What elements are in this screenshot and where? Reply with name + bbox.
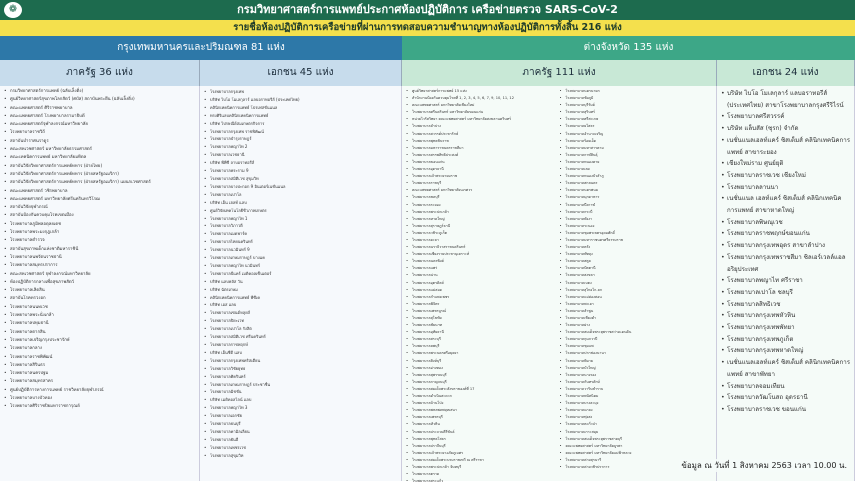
list-item: • โรงพยาบาลวิชัยยุทธ [204,365,398,373]
list-item: • โรงพยาบาลนครพิงค์ [406,258,560,265]
list-item: • โรงพยาบาลค่ายสุรนารี [560,457,714,464]
list-item: • โรงพยาบาลพญาไท 3 [204,404,398,412]
list-item: • โรงพยาบาลบัวใหญ่ [560,365,714,372]
list-item: • บริษัท ไบโอ โมเลกุลาร์ แลบอราทอรีส์ (ประเทศไทย) สาขาโรงพยาบาลกรุงศรีริไรน์ [721,88,851,111]
list-item: • โรงพยาบาลเมดพาร์ค [204,230,398,238]
list-item: • โรงพยาบาลปัตตานี [560,265,714,272]
list-item: • โรงพยาบาลชุมแพ [560,343,714,350]
list-item: • โรงพยาบาลชุมพรเขตรอุดมศักดิ์ [560,230,714,237]
list-item: • โรงพยาบาลกรุงเทพคริสเตียน [204,357,398,365]
list-item: • โรงพยาบาลเปาโล ชลบุรี [721,287,851,299]
list-item: • โรงพยาบาลพุทธโสธร [406,436,560,443]
list-item: • โรงพยาบาลเซนต์หลุยส์ [204,309,398,317]
list-item: • โรงพยาบาลกาญจนบุรี [406,379,560,386]
list-item: • โรงพยาบาลพระนั่งเกล้า [4,312,196,320]
list-item: • โรงพยาบาลระยอง [406,202,560,209]
list-item: • ศูนย์วิทยาศาสตร์การแพทย์ 15 แห่ง [406,88,560,95]
list-item: • โรงพยาบาลเลิดสิน [4,287,196,295]
list-item: • โรงพยาบาลร้อยเอ็ด [560,138,714,145]
list-item: • โรงพยาบาลศิริราชปิยมหาราชการุณย์ [4,403,196,411]
list-item: • บริษัท พีพีซี ลาบอราทอรีส์ [204,159,398,167]
list-item: • โรงพยาบาลสมเด็จพระบรมราชเทวี ณ ศรีราชา [406,457,560,464]
list-item: • โรงพยาบาลกระบี่ [560,209,714,216]
list-item: • เชียงใหม่ราม ศูนย์ยุติ [721,158,851,170]
list-item: • โรงพยาบาลฝาง [560,322,714,329]
list-item: • โรงพยาบาลบางปะกอก 9 อินเตอร์เนชั่นแนล [204,183,398,191]
list-item: • โรงพยาบาลวารินชำราบ [560,386,714,393]
list-item: • โรงพยาบาลราชวิถี [4,129,196,137]
list-item: • โรงพยาบาลปากช่องนานา [560,350,714,357]
list-item: • โรงพยาบาลแม่ฮ่องสอน [560,294,714,301]
list-item: • โรงพยาบาลพญาไท นวมินทร์ [204,262,398,270]
bkk-private-list [204,88,398,460]
list-item: • โรงพยาบาลนครพนม [560,187,714,194]
list-item: • โรงพยาบาลเบตง [560,280,714,287]
list-item: • โรงพยาบาลนนทเวช [4,304,196,312]
list-item: • บริษัท ไบโอ โมเลกุลาร์ แลบอราทอรีส์ (ประเทศไทย) [204,96,398,104]
sector-prov-private-header: เอกชน 24 แห่ง [717,60,855,86]
list-item: • โรงพยาบาลสมิติเวช สุขุมวิท [204,175,398,183]
list-item: • คณะแพทยศาสตร์ โรงพยาบาลรามาธิบดี [4,113,196,121]
list-item: • โรงพยาบาลกรุงเทพ [204,88,398,96]
list-item: • โรงพยาบาลราชพฤกษ์ขอนแก่น [721,228,851,240]
list-item: • โรงพยาบาลสุรินทร์ [560,109,714,116]
list-item: • โรงพยาบาลเพชรบุรี [406,414,560,421]
list-item: • โรงพยาบาลราชเวช เชียงใหม่ [721,170,851,182]
list-item: • หน่วยไวรัสวิทยา คณะแพทยศาสตร์ มหาวิทยาลัยสงขลานครินทร์ [406,116,560,123]
list-item: • โรงพยาบาลชลบุรี [406,194,560,201]
list-item: • โรงพยาบาลลำปาง [406,123,560,130]
prov-gov-list-left [406,88,560,485]
list-item: • โรงพยาบาลสวรรค์ประชารักษ์ [406,131,560,138]
list-item: • โรงพยาบาลศรีนครินทร์ มหาวิทยาลัยขอนแก่น [406,109,560,116]
list-item: • โรงพยาบาลยันฮี [204,436,398,444]
list-item: • ศูนย์วิจัยเทคโนโลยีชีวภาพเกษตร [204,207,398,215]
list-item: • โรงพยาบาลจอมเทียน [721,381,851,393]
list-item: • โรงพยาบาลลพบุรี [406,343,560,350]
list-item: • โรงพยาบาลกุมภวาปี [560,336,714,343]
list-item: • โรงพยาบาลวชิระภูเก็ต [406,230,560,237]
list-item: • โรงพยาบาลพิจิตร [406,301,560,308]
list-item: • โรงพยาบาลสุพรรณบุรี [406,372,560,379]
sector-prov-gov-header: ภาครัฐ 111 แห่ง [402,60,717,86]
list-item: • โรงพยาบาลบางบัวทอง [4,395,196,403]
list-item: • โรงพยาบาลศรีสะเกษ [560,116,714,123]
bkk-gov-list [4,88,196,412]
list-item: • โรงพยาบาลสมิติเวช ศรีนครินทร์ [204,333,398,341]
list-item: • คณะแพทยศาสตร์ มหาวิทยาลัยแม่ฟ้าหลวง [560,450,714,457]
list-item: • โรงพยาบาลหนองบัวลำภู [560,173,714,180]
update-timestamp: ข้อมูล ณ วันที่ 1 สิงหาคม 2563 เวลา 10.00 น. [681,461,847,470]
list-item: • โรงพยาบาลขอนแก่น [406,159,560,166]
list-item: • กรมวิทยาศาสตร์การแพทย์ (ฉลับเล็งดิ่ง) [4,88,196,96]
list-item: • โรงพยาบาลเจ้าพระยาอภัยภูเบศร [406,450,560,457]
list-item: • โรงพยาบาลสมเด็จพระยุพราชสว่างแดนดิน [560,329,714,336]
list-item: • โรงพยาบาลเพชรเวช [204,444,398,452]
list-item: • โรงพยาบาลสิทธิเวช [721,299,851,311]
list-item: • บริษัท เอ็นซีดี แลบ [204,349,398,357]
list-item: • โรงพยาบาลอำนาจเจริญ [560,131,714,138]
list-item: • บริษัท เอส แลบ [204,301,398,309]
list-item: • โรงพยาบาลสมเด็จพระสังฆราชองค์ที่ 17 [406,386,560,393]
list-item: • โรงพยาบาลชัยนาท [406,322,560,329]
list-item: • โรงพยาบาลกรุงเทพอุดร สาขาลำปาง [721,240,851,252]
list-item: • สถาบันสุขภาพเด็กแห่งชาติมหาราชินี [4,246,196,254]
list-item: • โรงพยาบาลยะลา [406,237,560,244]
list-item: • โรงพยาบาลเปาโล รังสิต [204,325,398,333]
list-item: • โรงพยาบาลกรุงเทพพัทยา [721,322,851,334]
sector-bkk-private-header: เอกชน 45 แห่ง [200,60,402,86]
list-item: • โรงพยาบาลบำรุงราษฎร์ [204,135,398,143]
list-item: • โรงพยาบาลอุตรดิตถ์ [406,280,560,287]
region-bangkok-header: กรุงเทพมหานครและปริมณฑล 81 แห่ง [0,36,402,60]
list-item: • โรงพยาบาลเวชธานี [204,151,398,159]
list-item: • คลินิกเทคนิคการแพทย์ โปรเฟสชั่นแนล [204,104,398,112]
list-item: • คณะแพทยศาสตร์ ศิริราชพยาบาล [4,105,196,113]
list-item: • โรงพยาบาลกลาง [4,345,196,353]
list-item: • โรงพยาบาลสุขุมวิท [204,452,398,460]
list-item: • โรงพยาบาลเกษมราษฎร์ ประชาชื่น [204,381,398,389]
list-item: • โรงพยาบาลค่ายวชิรปราการ [560,464,714,471]
list-item: • สถาบันวิจัยวิทยาศาสตร์การแพทย์ทหาร (ฝ่ายสหรัฐอเมริกา) แผนกเวชศาสตร์ [4,179,196,187]
list-item: • บริษัท ฉัตรเกษม [204,286,398,294]
list-item: • บริษัท เมดิคอลไลน์ แลบ [204,396,398,404]
list-item: • ศูนย์วิทยาศาสตร์สุขภาพโลกสัตว์ (ศบัส) สถาบันพระยึน (ฉลับเล็งดิ่ง) [4,96,196,104]
list-item: • โรงพยาบาลปิยะเวท [204,317,398,325]
list-item: • โรงพยาบาลราชบุรี [406,180,560,187]
list-item: • โรงพยาบาลบึงกาฬ [560,202,714,209]
bkk-private-column [200,86,402,481]
list-item: • โรงพยาบาลแกลง [560,407,714,414]
list-item: • โรงพยาบาลสุโขทัย [406,315,560,322]
list-item: • บริษัท แลบพลัส วัน [204,278,398,286]
list-item: • โรงพยาบาลแม่สอด [406,287,560,294]
list-item: • โรงพยาบาลอ่างทอง [406,365,560,372]
list-item: • โรงพยาบาลพังงา [560,216,714,223]
list-item: • โรงพยาบาลกรุงเทพราชสีมา ซิลเอร์เวลล์แอล อริยุประเทศ [721,252,851,275]
list-item: • โรงพยาบาลบุรีรัมย์ [560,102,714,109]
list-item: • โรงพยาบาลคามิลเลียน [204,428,398,436]
list-item: • โรงพยาบาลลำพูน [560,308,714,315]
list-item: • คลินิกเทคนิคการแพทย์ พีซีเค [204,294,398,302]
list-item: • โรงพยาบาลปทุมธานี [4,320,196,328]
sector-bkk-gov-header: ภาครัฐ 36 แห่ง [0,60,200,86]
list-item: • โรงพยาบาลตรัง [560,244,714,251]
list-item: • คณะแพทยศาสตร์ มหาวิทยาลัยเชียงใหม่ [406,102,560,109]
list-item: • โรงพยาบาลราชพฤกษ์ [204,341,398,349]
list-item: • โรงพยาบาลหัวหิน [406,421,560,428]
list-item: • โรงพยาบาลหนองคาย [560,159,714,166]
list-item: • โรงพยาบาลนพรัตนราชธานี [4,254,196,262]
list-item: • โรงพยาบาลพระมงกุฎเกล้า [4,229,196,237]
list-item: • โรงพยาบาลทุ่งสง [560,414,714,421]
list-item: • คณะแพทยศาสตร์ มหาวิทยาลัยนเรศวร [406,187,560,194]
list-item: • โรงพยาบาลพญาไท 1 [204,215,398,223]
list-item: • คณะแพทยศาสตร์ วชิรพยาบาล [4,188,196,196]
bkk-gov-column [0,86,200,481]
list-item: • โรงพยาบาลพะเยา [560,301,714,308]
list-item: • โรงพยาบาลสกลนคร [560,180,714,187]
prov-private-list [721,88,851,416]
list-item: • โรงพยาบาลนครปฐม [4,370,196,378]
list-item: • โรงพยาบาลสิงห์บุรี [406,358,560,365]
list-item: • โรงพยาบาลพิมาย [560,358,714,365]
list-item: • โรงพยาบาลระนอง [560,223,714,230]
list-item: • โรงพยาบาลบ้านโป่ง [406,400,560,407]
list-item: • โรงพยาบาลกรุงเทพหาดใหญ่ [721,345,851,357]
list-item: • โรงพยาบาลพระราม 9 [204,167,398,175]
list-item: • ทรงศิริแลบคลินิกเทคนิคการแพทย์ [204,112,398,120]
list-item: • โรงพยาบาลตากสิน [4,329,196,337]
list-item: • โรงพยาบาลพัทลุง [560,251,714,258]
list-item: • โรงพยาบาลเลย [560,166,714,173]
list-item: • โรงพยาบาลตะกั่วป่า [560,421,714,428]
list-item: • โรงพยาบาลพระปกเกล้า จันทบุรี [406,464,560,471]
prov-gov-list-right [560,88,714,471]
list-item: • โรงพยาบาลกำแพงเพชร [406,294,560,301]
list-item: • โรงพยาบาลสงขลา [560,272,714,279]
list-item: • โรงพยาบาลวัฒโนสถ อุดรธานี [721,392,851,404]
list-item: • โรงพยาบาลบางละมุง [560,400,714,407]
list-item: • เนชั่นแนล เฮลท์แคร์ ซิสเต็มส์ คลินิกเทคนิคการแพทย์ สาขาหาดใหญ่ [721,193,851,216]
list-item: • โรงพยาบาลลานนา [721,182,851,194]
list-item: • ห้องปฏิบัติการกลางเพื่อสุขภาพสัตว์ [4,279,196,287]
list-item: • โรงพยาบาลเอกชัย [204,412,398,420]
list-item: • โรงพยาบาลอุดรธานี [406,166,560,173]
list-item: • โรงพยาบาลไทยนครินทร์ [204,238,398,246]
list-item: • โรงพยาบาลภูมิพลอดุลยเดช [4,221,196,229]
list-item: • โรงพยาบาลชัยภูมิ [560,95,714,102]
list-item: • สถาบันวิจัยวิทยาศาสตร์การแพทย์ทหาร (ฝ่ายสหรัฐอเมริกา) [4,171,196,179]
list-item: • โรงพยาบาลเจริญกรุงประชารักษ์ [4,337,196,345]
prov-private-column [717,86,855,481]
list-item: • โรงพยาบาลยโสธร [560,123,714,130]
list-item: • โรงพยาบาลเจ้าพระยายมราช [406,173,560,180]
list-item: • โรงพยาบาลสิรินธร [4,362,196,370]
list-item: • โรงพยาบาลดำเนินสะดวก [406,393,560,400]
list-item: • โรงพยาบาลสุราษฎร์ธานี [406,223,560,230]
list-item: • โรงพยาบาลสระบุรี [406,336,560,343]
list-item: • โรงพยาบาลเกาะสมุย [560,429,714,436]
list-item: • โรงพยาบาลวิภาวดี [204,222,398,230]
list-item: • โรงพยาบาลศิครินทร์ [204,373,398,381]
list-item: • โรงพยาบาลราชพิพัฒน์ [4,354,196,362]
list-item: • โรงพยาบาลสระแก้ว [406,478,560,485]
list-item: • คณะแพทยศาสตร์ มหาวิทยาลัยศรีนครินทรวิโรฒ [4,196,196,204]
list-item: • โรงพยาบาลน่าน [406,272,560,279]
list-item: • โรงพยาบาลมหาราชนครศรีธรรมราช [560,237,714,244]
list-item: • โรงพยาบาลเปาโล [204,191,398,199]
list-item: • โรงพยาบาลประจวบคีรีขันธ์ [406,429,560,436]
list-item: • โรงพยาบาลพิษณุเวช [721,217,851,229]
page-subtitle: รายชื่อห้องปฏิบัติการเครือข่ายที่ผ่านการทดสอบความชำนาญทางห้องปฏิบัติการทั้งสิ้น 216 แห่ง [0,20,855,36]
list-item: • โรงพยาบาลราชเวช ขอนแก่น [721,404,851,416]
list-item: • โรงพยาบาลกรุงเทพภูเก็ต [721,334,851,346]
list-item: • โรงพยาบาลพระปกเกล้า [406,209,560,216]
list-item: • สถาบันวิจัยจุฬาภรณ์ [4,204,196,212]
list-item: • โรงพยาบาลตราด [406,471,560,478]
list-item: • โรงพยาบาลสมุทรสาคร [4,378,196,386]
region-provinces-header: ต่างจังหวัด 135 แห่ง [402,36,855,60]
list-item: • โรงพยาบาลพระนครศรีอยุธยา [406,350,560,357]
prov-gov-column [402,86,717,484]
list-item: • โรงพยาบาลกรุงเทพหัวหิน [721,310,851,322]
list-item: • โรงพยาบาลมหาสารคาม [560,145,714,152]
list-item: • โรงพยาบาลพุทธชินราช [406,138,560,145]
list-item: • โรงพยาบาลบีแคร์ เมดิคอลเซ็นเตอร์ [204,270,398,278]
list-item: • บริษัท เอ็น เฮลท์ แลบ [204,199,398,207]
list-item: • สถาบันโรคทรวงอก [4,295,196,303]
page-title: กรมวิทยาศาสตร์การแพทย์ประกาศห้องปฏิบัติการ เครือข่ายตรวจ SARS-CoV-2 [237,3,618,16]
list-item: • โรงพยาบาลมหาราชนครราชสีมา [406,145,560,152]
list-item: • โรงพยาบาลสมเด็จพระยุพราชสายบุรี [560,436,714,443]
list-item: • โรงพยาบาลตำรวจ [4,237,196,245]
list-item: • โรงพยาบาลนราธิวาสราชนครินทร์ [406,244,560,251]
list-item: • บริษัท แล็บสัส (ซุรก) จำกัด [721,123,851,135]
list-item: • โรงพยาบาลพนัสนิคม [560,393,714,400]
list-item: • สำนักงานป้องกันควบคุมโรคที่ 1, 2, 3, 4, 5, 6, 7, 9, 10, 11, 12 [406,95,560,102]
list-item: • โรงพยาบาลนครนายก [560,88,714,95]
list-item: • โรงพยาบาลปราจีนบุรี [406,443,560,450]
list-item: • เนชั่นแนลเฮลท์แคร์ ซิสเต็มส์ คลินิกเทคนิคการแพทย์ สาขาระยอง [721,135,851,158]
list-item: • โรงพยาบาลพญาไท 2 [204,143,398,151]
list-item: • โรงพยาบาลกรุงเทพ ราชพิพัฒน์ [204,128,398,136]
list-item: • โรงพยาบาลพญาไท ศรีราชา [721,275,851,287]
list-item: • คณะแพทยศาสตร์จุฬาลงกรณ์มหาวิทยาลัย [4,121,196,129]
list-item: • โรงพยาบาลพหลพลพยุหเสนา [406,407,560,414]
list-item: • สถาบันป้องกันควบคุมโรคเขตเมือง [4,212,196,220]
list-item: • โรงพยาบาลศรีสวรรค์ [721,111,851,123]
list-item: • สถาบันวิจัยวิทยาศาสตร์การแพทย์ทหาร (ฝ่ายไทย) [4,163,196,171]
list-item: • คณะแพทยศาสตร์ มหาวิทยาลัยบูรพา [560,443,714,450]
header-bar [0,0,855,20]
list-item: • ศูนย์ปฏิบัติการทางการแพทย์ ราชวิทยาลัยจุฬาภรณ์ [4,387,196,395]
list-item: • โรงพยาบาลสมุทรปราการ [4,262,196,270]
list-item: • คณะสหเวชศาสตร์ จุฬาลงกรณ์มหาวิทยาลัย [4,271,196,279]
list-item: • โรงพยาบาลอุทัยธานี [406,329,560,336]
list-item: • เนชั่นแนลเฮลท์แคร์ ซิสเต็มส์ คลินิกเทคนิคการแพทย์ สาขาพัทยา [721,357,851,380]
list-item: • โรงพยาบาลกันทรลักษ์ [560,379,714,386]
list-item: • โรงพยาบาลสตูล [560,258,714,265]
list-item: • โรงพยาบาลสุไหงโก-ลก [560,287,714,294]
list-item: • โรงพยาบาลมุกดาหาร [560,194,714,201]
list-item: • โรงพยาบาลแพร่ [406,265,560,272]
list-item: • โรงพยาบาลมิชชั่น [204,388,398,396]
ministry-seal-icon: ❁ [4,2,22,18]
list-item: • สถาบันบำราศนราดูร [4,138,196,146]
list-item: • โรงพยาบาลธนบุรี [204,420,398,428]
list-item: • โรงพยาบาลหาดใหญ่ [406,216,560,223]
list-item: • โรงพยาบาลกาฬสินธุ์ [560,152,714,159]
list-item: • โรงพยาบาลนางรอง [560,372,714,379]
list-item: • คณะเทคนิคการแพทย์ มหาวิทยาลัยมหิดล [4,154,196,162]
list-item: • โรงพยาบาลเชียงคำ [560,315,714,322]
list-item: • โรงพยาบาลสรรพสิทธิประสงค์ [406,152,560,159]
list-item: • โรงพยาบาลนวมินทร์ 9 [204,246,398,254]
list-item: • โรงพยาบาลเชียงรายประชานุเคราะห์ [406,251,560,258]
list-item: • โรงพยาบาลเกษมราษฎร์ บางแค [204,254,398,262]
list-item: • คณะสหเวชศาสตร์ มหาวิทยาลัยธรรมศาสตร์ [4,146,196,154]
list-item: • บริษัท ไปรษณีย์สมเกษตรกิจการ [204,120,398,128]
list-item: • โรงพยาบาลเพชรบูรณ์ [406,308,560,315]
